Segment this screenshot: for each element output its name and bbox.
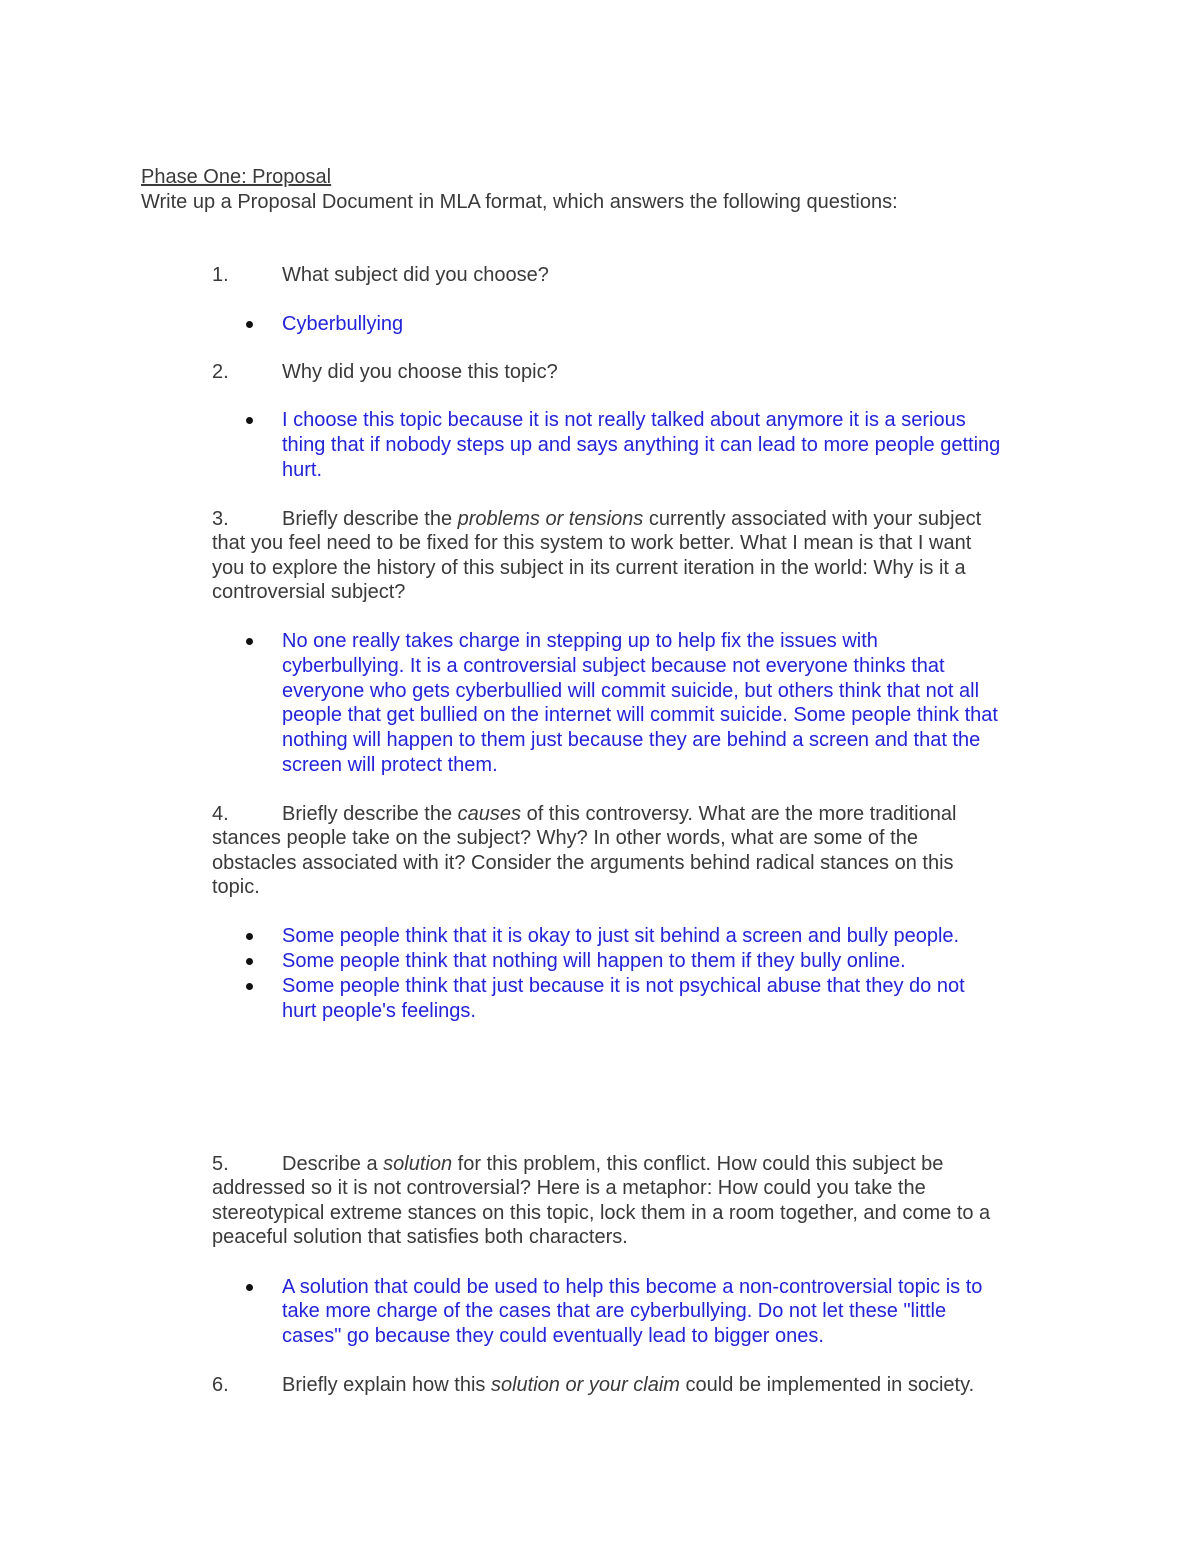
question-5-line: peaceful solution that satisfies both characters. (212, 1226, 628, 1248)
answer-2-line: I choose this topic because it is not really talked about anymore it is a serious (282, 409, 966, 431)
intro-text: Write up a Proposal Document in MLA format, which answers the following questions: (141, 191, 898, 213)
bullet-icon (246, 958, 253, 965)
answer-4-item: hurt people's feelings. (282, 1000, 476, 1022)
answer-3-line: nothing will happen to them just because they are behind a screen and that the (282, 729, 981, 751)
answer-3-line: cyberbullying. It is a controversial subject because not everyone thinks that (282, 655, 945, 677)
question-6-number: 6. (212, 1374, 229, 1396)
answer-2-line: hurt. (282, 459, 323, 481)
emphasis-text: solution or your claim (490, 1374, 680, 1396)
answer-3-line: No one really takes charge in stepping up to help fix the issues with (282, 630, 878, 652)
page-title: Phase One: Proposal (141, 166, 332, 188)
emphasis-text: solution (383, 1153, 453, 1175)
question-2-number: 2. (212, 361, 229, 383)
answer-2-line: thing that if nobody steps up and says anything it can lead to more people getting (282, 434, 1001, 456)
answer-4-item: Some people think that it is okay to just sit behind a screen and bully people. (282, 925, 960, 947)
question-5-number: 5. (212, 1153, 229, 1175)
bullet-icon (246, 321, 253, 328)
answer-5-line: A solution that could be used to help this become a non-controversial topic is to (282, 1276, 983, 1298)
question-3-line: that you feel need to be fixed for this system to work better. What I mean is that I want (212, 532, 972, 554)
question-6-first-line: Briefly explain how this solution or your claim could be implemented in society. (282, 1374, 975, 1396)
answer-1: Cyberbullying (282, 313, 404, 335)
emphasis-text: problems or tensions (457, 508, 644, 530)
question-3-number: 3. (212, 508, 229, 530)
question-1-text: What subject did you choose? (282, 264, 549, 286)
answer-3-line: everyone who gets cyberbullied will commit suicide, but others think that not all (282, 680, 980, 702)
bullet-icon (246, 983, 253, 990)
question-3-first-line: Briefly describe the problems or tensions currently associated with your subject (282, 508, 982, 530)
answer-3-line: screen will protect them. (282, 754, 498, 776)
emphasis-text: causes (457, 803, 522, 825)
answer-4-item: Some people think that nothing will happen to them if they bully online. (282, 950, 906, 972)
question-4-line: obstacles associated with it? Consider the arguments behind radical stances on this (212, 852, 954, 874)
question-3-line: you to explore the history of this subject in its current iteration in the world: Why is it a (212, 557, 966, 579)
question-5-line: addressed so it is not controversial? Here is a metaphor: How could you take the (212, 1177, 926, 1199)
question-4-line: topic. (212, 876, 260, 898)
question-2-text: Why did you choose this topic? (282, 361, 558, 383)
bullet-icon (246, 933, 253, 940)
bullet-icon (246, 417, 253, 424)
bullet-icon (246, 638, 253, 645)
answer-4-item: Some people think that just because it is not psychical abuse that they do not (282, 975, 965, 997)
answer-3-line: people that get bullied on the internet will commit suicide. Some people think that (282, 704, 998, 726)
bullet-icon (246, 1284, 253, 1291)
question-4-line: stances people take on the subject? Why? In other words, what are some of the (212, 827, 918, 849)
answer-5-line: cases" go because they could eventually lead to bigger ones. (282, 1325, 824, 1347)
question-1-number: 1. (212, 264, 229, 286)
question-5-first-line: Describe a solution for this problem, this conflict. How could this subject be (282, 1153, 944, 1175)
question-5-line: stereotypical extreme stances on this topic, lock them in a room together, and come to a (212, 1202, 991, 1224)
answer-5-line: take more charge of the cases that are cyberbullying. Do not let these "little (282, 1300, 947, 1322)
question-3-line: controversial subject? (212, 581, 406, 603)
question-4-number: 4. (212, 803, 229, 825)
question-4-first-line: Briefly describe the causes of this controversy. What are the more traditional (282, 803, 957, 825)
